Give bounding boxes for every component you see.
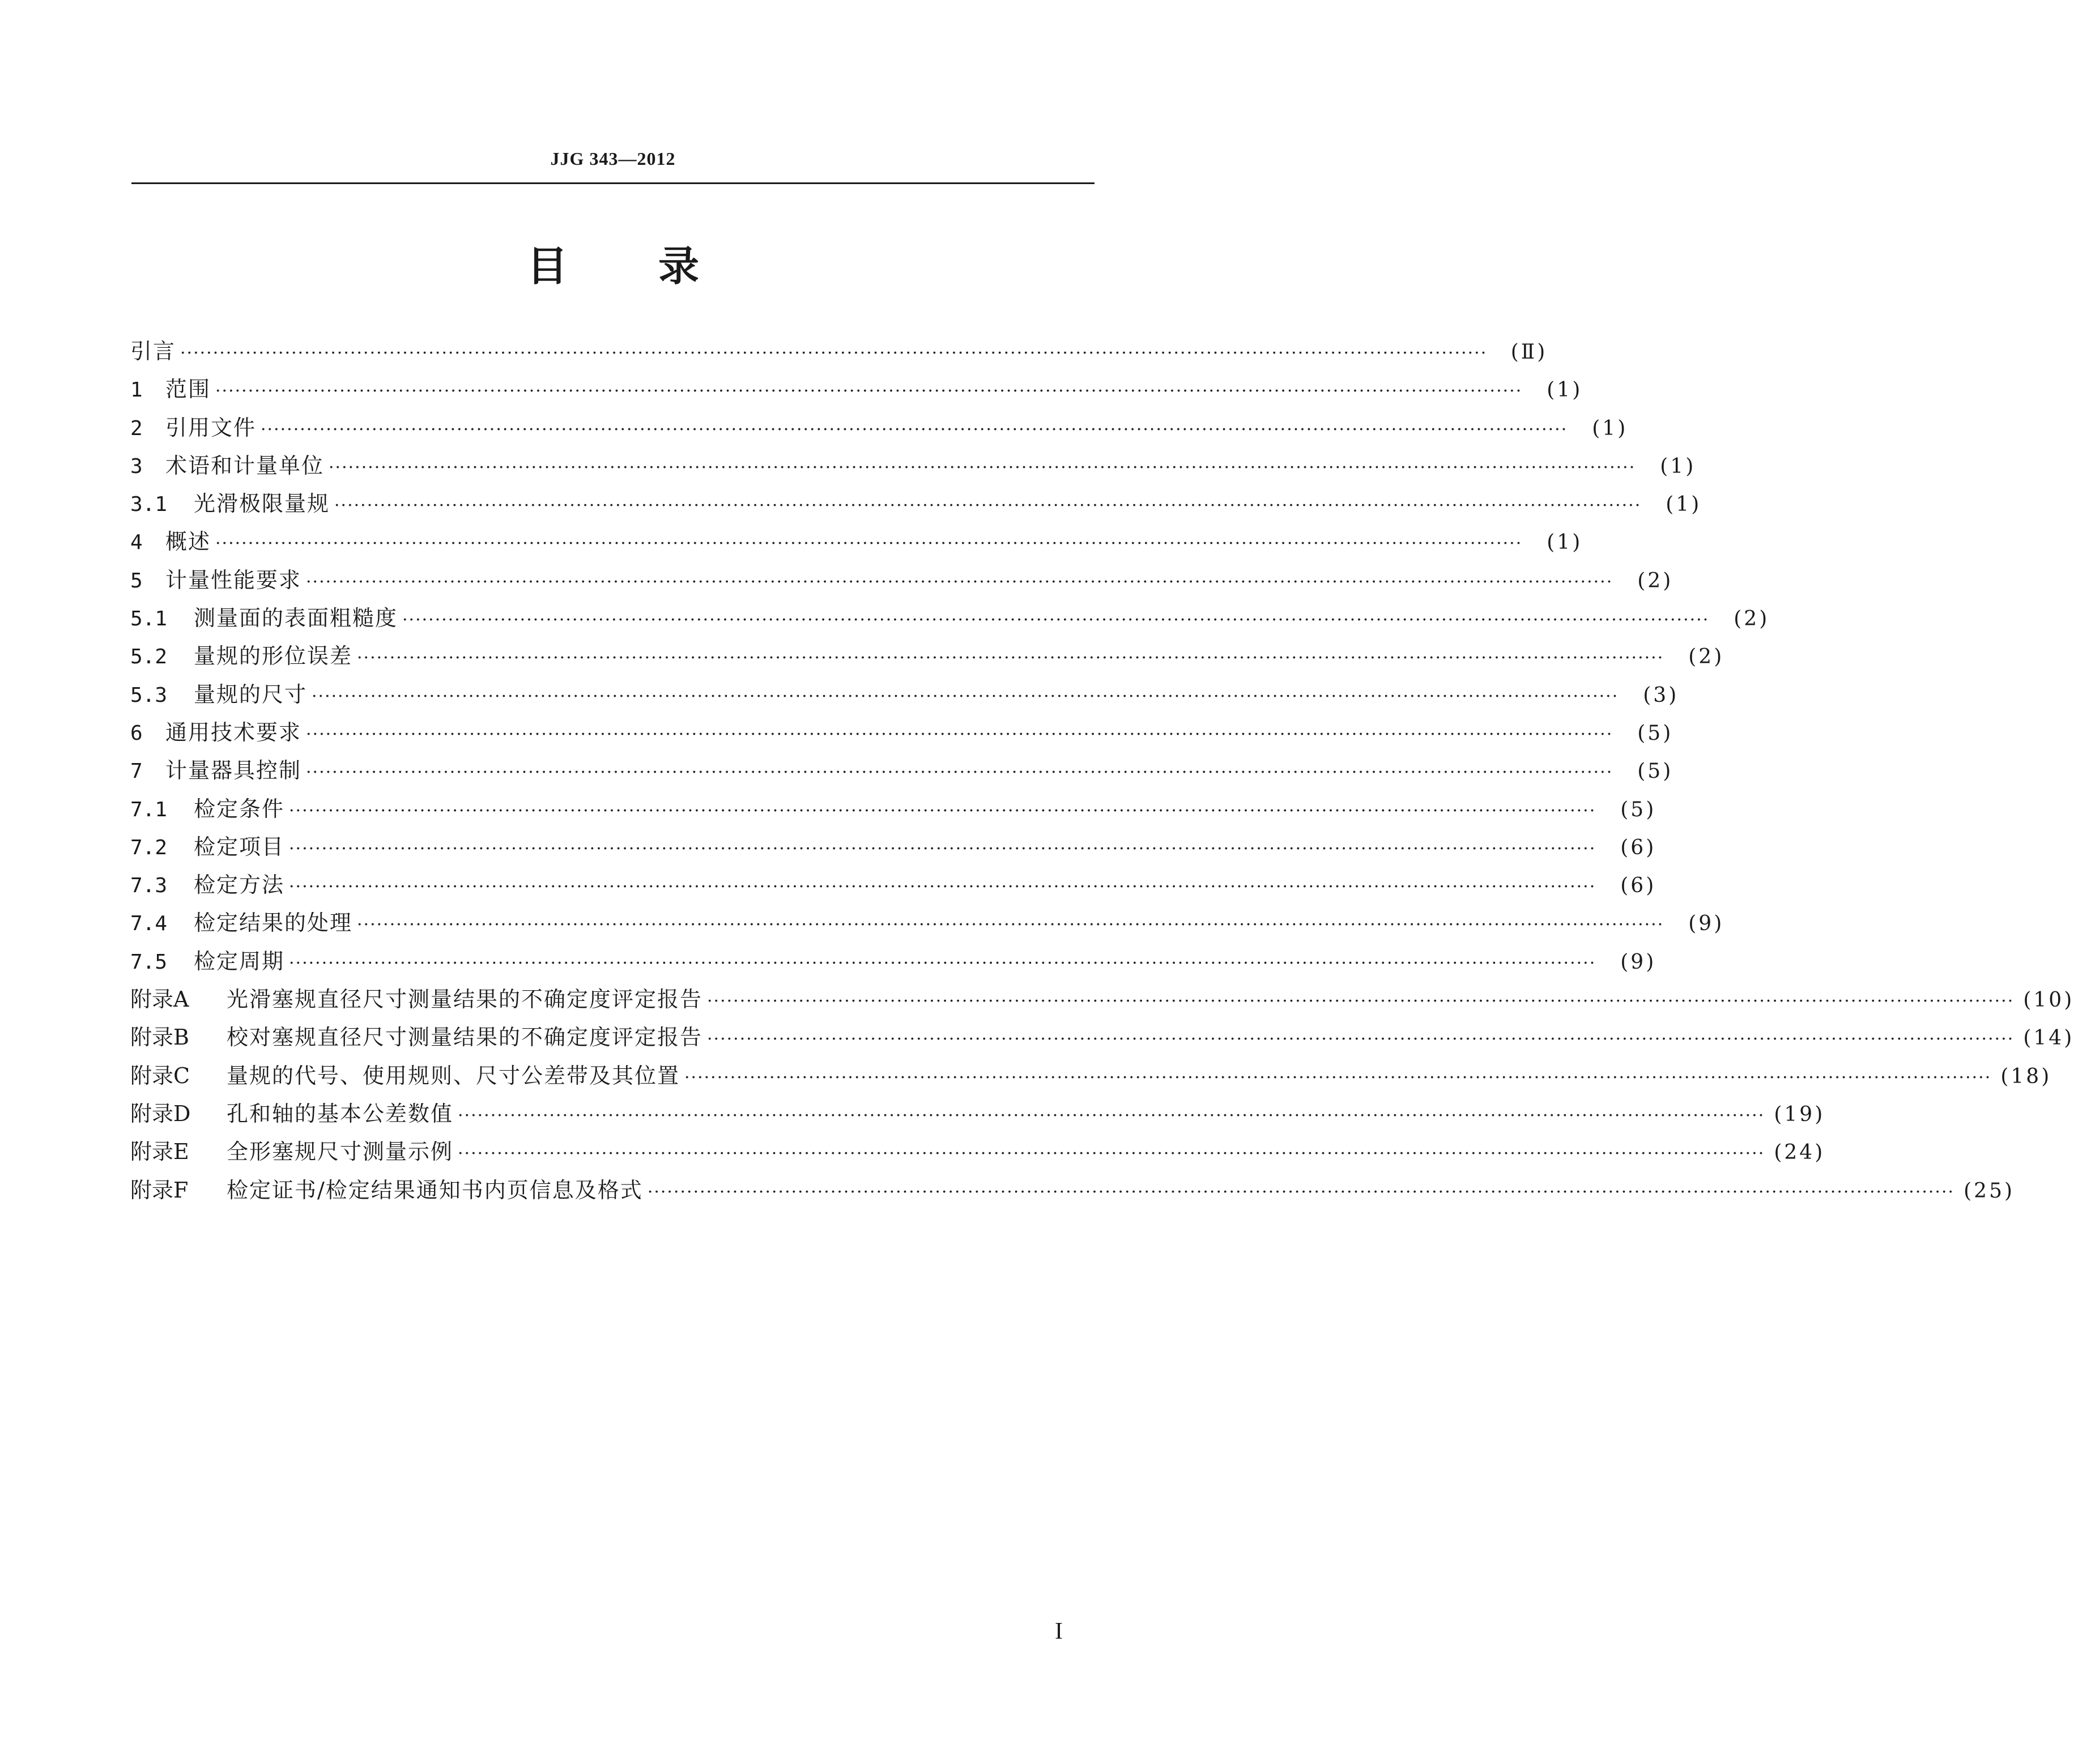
toc-dot-leader: ········································································································································································································ (402, 610, 1710, 630)
toc-dot-leader: ········································································································································································································ (215, 534, 1523, 554)
toc-entry-number: 5 (130, 569, 143, 593)
table-of-contents (130, 333, 2074, 1209)
toc-entry-number: 7.3 (130, 874, 168, 898)
toc-entry-title: 通用技术要求 (165, 719, 302, 745)
toc-entry-page: (2) (1637, 569, 1673, 593)
toc-dot-leader: ········································································································································································································ (261, 419, 1568, 440)
toc-entry-1[interactable] (130, 370, 1583, 408)
toc-entry-title: 范围 (165, 377, 211, 402)
toc-entry-appendix-e[interactable] (130, 1133, 1825, 1171)
standard-code-header: JJG 343—2012 (550, 148, 676, 169)
toc-dot-leader: ········································································································································································································ (458, 1144, 1765, 1164)
toc-entry-number: 1 (130, 378, 143, 402)
toc-entry-title: 校对塞规直径尺寸测量结果的不确定度评定报告 (227, 1025, 703, 1050)
toc-entry-7-2[interactable] (130, 828, 1656, 866)
toc-entry-title: 量规的尺寸 (194, 681, 308, 707)
toc-entry-appendix-f[interactable] (130, 1171, 2015, 1209)
toc-entry-page: (2) (1734, 607, 1770, 631)
toc-dot-leader: ········································································································································································································ (707, 991, 2015, 1012)
toc-dot-leader: ········································································································································································································ (289, 877, 1596, 897)
page-title (131, 238, 1095, 295)
toc-entry-title: 测量面的表面粗糙度 (194, 606, 398, 631)
toc-entry-number: 附录B (130, 1025, 189, 1050)
toc-entry-4[interactable] (130, 523, 1583, 561)
toc-dot-leader: ········································································································································································································ (215, 381, 1523, 402)
toc-entry-page: (5) (1637, 760, 1673, 783)
toc-entry-page: (2) (1688, 645, 1724, 669)
toc-entry-number: 附录F (130, 1177, 189, 1203)
toc-dot-leader: ········································································································································································································ (684, 1067, 1992, 1088)
header-rule (131, 182, 1095, 184)
toc-dot-leader: ········································································································································································································ (306, 762, 1613, 783)
toc-dot-leader: ········································································································································································································ (707, 1029, 2015, 1050)
toc-dot-leader: ········································································································································································································ (289, 953, 1596, 973)
toc-entry-page: (1) (1547, 531, 1583, 555)
toc-entry-7-1[interactable] (130, 790, 1656, 828)
toc-entry-page: (5) (1637, 721, 1673, 745)
toc-dot-leader: ········································································································································································································ (289, 838, 1596, 859)
toc-entry-title: 孔和轴的基本公差数值 (227, 1101, 454, 1126)
toc-entry-title: 光滑塞规直径尺寸测量结果的不确定度评定报告 (227, 987, 703, 1012)
toc-entry-page: (5) (1620, 798, 1656, 821)
toc-entry-6[interactable] (130, 714, 1673, 752)
toc-entry-3[interactable] (130, 447, 1696, 485)
toc-entry-title: 检定项目 (194, 834, 285, 859)
toc-entry-7-3[interactable] (130, 866, 1656, 904)
toc-dot-leader: ········································································································································································································ (329, 457, 1636, 478)
toc-dot-leader: ········································································································································································································ (180, 343, 1488, 363)
toc-dot-leader: ········································································································································································································ (306, 724, 1613, 744)
toc-entry-number: 附录E (130, 1139, 189, 1165)
toc-entry-page: (25) (1964, 1179, 2015, 1203)
toc-entry-7[interactable] (130, 752, 1673, 790)
toc-entry-number: 附录A (130, 987, 189, 1012)
toc-entry-number: 7.2 (130, 836, 168, 859)
toc-entry-title: 计量性能要求 (165, 567, 302, 593)
toc-entry-title: 光滑极限量规 (194, 491, 330, 517)
title-char-1: 目 (526, 242, 568, 290)
toc-entry-title: 检定结果的处理 (194, 910, 353, 936)
toc-entry-title: 量规的代号、使用规则、尺寸公差带及其位置 (227, 1063, 680, 1088)
toc-entry-title: 计量器具控制 (165, 758, 302, 783)
toc-entry-page: (Ⅱ) (1510, 340, 1548, 364)
toc-entry-number: 6 (130, 721, 143, 745)
toc-entry-title: 引言 (130, 339, 176, 364)
toc-entry-title: 检定周期 (194, 948, 285, 974)
toc-entry-appendix-b[interactable] (130, 1019, 2074, 1056)
toc-entry-page: (9) (1620, 950, 1656, 974)
toc-entry-title: 全形塞规尺寸测量示例 (227, 1139, 454, 1165)
toc-entry-number: 5.2 (130, 645, 168, 669)
toc-entry-page: (9) (1688, 912, 1724, 936)
toc-entry-page: (18) (2000, 1064, 2052, 1088)
toc-entry-title: 术语和计量单位 (165, 453, 325, 478)
toc-entry-7-4[interactable] (130, 904, 1724, 942)
toc-entry-number: 7 (130, 760, 143, 783)
toc-entry-page: (3) (1643, 683, 1679, 707)
toc-entry-5-1[interactable] (130, 599, 1770, 637)
toc-entry-page: (1) (1547, 378, 1583, 402)
toc-dot-leader: ········································································································································································································ (289, 800, 1596, 821)
toc-entry-5[interactable] (130, 561, 1673, 599)
toc-entry-number: 7.4 (130, 912, 168, 936)
toc-entry-page: (1) (1660, 454, 1696, 478)
toc-entry-number: 2 (130, 416, 143, 440)
toc-entry-page: (1) (1592, 416, 1628, 440)
toc-dot-leader: ········································································································································································································ (357, 648, 1664, 668)
toc-entry-introduction[interactable] (130, 333, 1548, 370)
toc-entry-appendix-a[interactable] (130, 981, 2074, 1019)
toc-entry-number: 附录C (130, 1063, 190, 1088)
toc-entry-page: (1) (1666, 493, 1702, 517)
toc-entry-number: 附录D (130, 1101, 191, 1126)
toc-entry-title: 检定证书/检定结果通知书内页信息及格式 (227, 1177, 643, 1203)
toc-entry-number: 3 (130, 454, 143, 478)
toc-entry-appendix-d[interactable] (130, 1095, 1825, 1133)
toc-entry-2[interactable] (130, 409, 1628, 447)
toc-dot-leader: ········································································································································································································ (306, 572, 1613, 592)
title-char-2: 录 (658, 242, 700, 290)
toc-entry-7-5[interactable] (130, 943, 1656, 981)
toc-dot-leader: ········································································································································································································ (458, 1105, 1765, 1126)
toc-entry-page: (24) (1774, 1141, 1825, 1165)
toc-entry-page: (6) (1620, 836, 1656, 859)
toc-entry-number: 4 (130, 531, 143, 555)
toc-entry-number: 3.1 (130, 493, 168, 517)
toc-entry-number: 5.3 (130, 683, 168, 707)
toc-dot-leader: ········································································································································································································ (312, 686, 1619, 706)
toc-entry-number: 7.5 (130, 950, 168, 974)
toc-entry-3-1[interactable] (130, 485, 1702, 523)
toc-entry-title: 量规的形位误差 (194, 644, 353, 669)
toc-dot-leader: ········································································································································································································ (647, 1182, 1955, 1202)
toc-entry-number: 7.1 (130, 798, 168, 821)
toc-entry-5-3[interactable] (130, 676, 1679, 714)
toc-dot-leader: ········································································································································································································ (334, 496, 1642, 516)
toc-entry-page: (10) (2023, 988, 2074, 1012)
toc-entry-page: (19) (1774, 1102, 1825, 1126)
toc-entry-title: 概述 (165, 529, 211, 555)
page-number: I (1055, 1618, 1063, 1644)
toc-dot-leader: ········································································································································································································ (357, 915, 1664, 935)
toc-entry-appendix-c[interactable] (130, 1057, 2052, 1095)
toc-entry-page: (6) (1620, 874, 1656, 898)
toc-entry-title: 引用文件 (165, 415, 257, 440)
toc-entry-title: 检定方法 (194, 872, 285, 898)
toc-entry-page: (14) (2023, 1026, 2074, 1050)
toc-entry-title: 检定条件 (194, 796, 285, 821)
toc-entry-number: 5.1 (130, 607, 168, 631)
toc-entry-5-2[interactable] (130, 637, 1724, 675)
